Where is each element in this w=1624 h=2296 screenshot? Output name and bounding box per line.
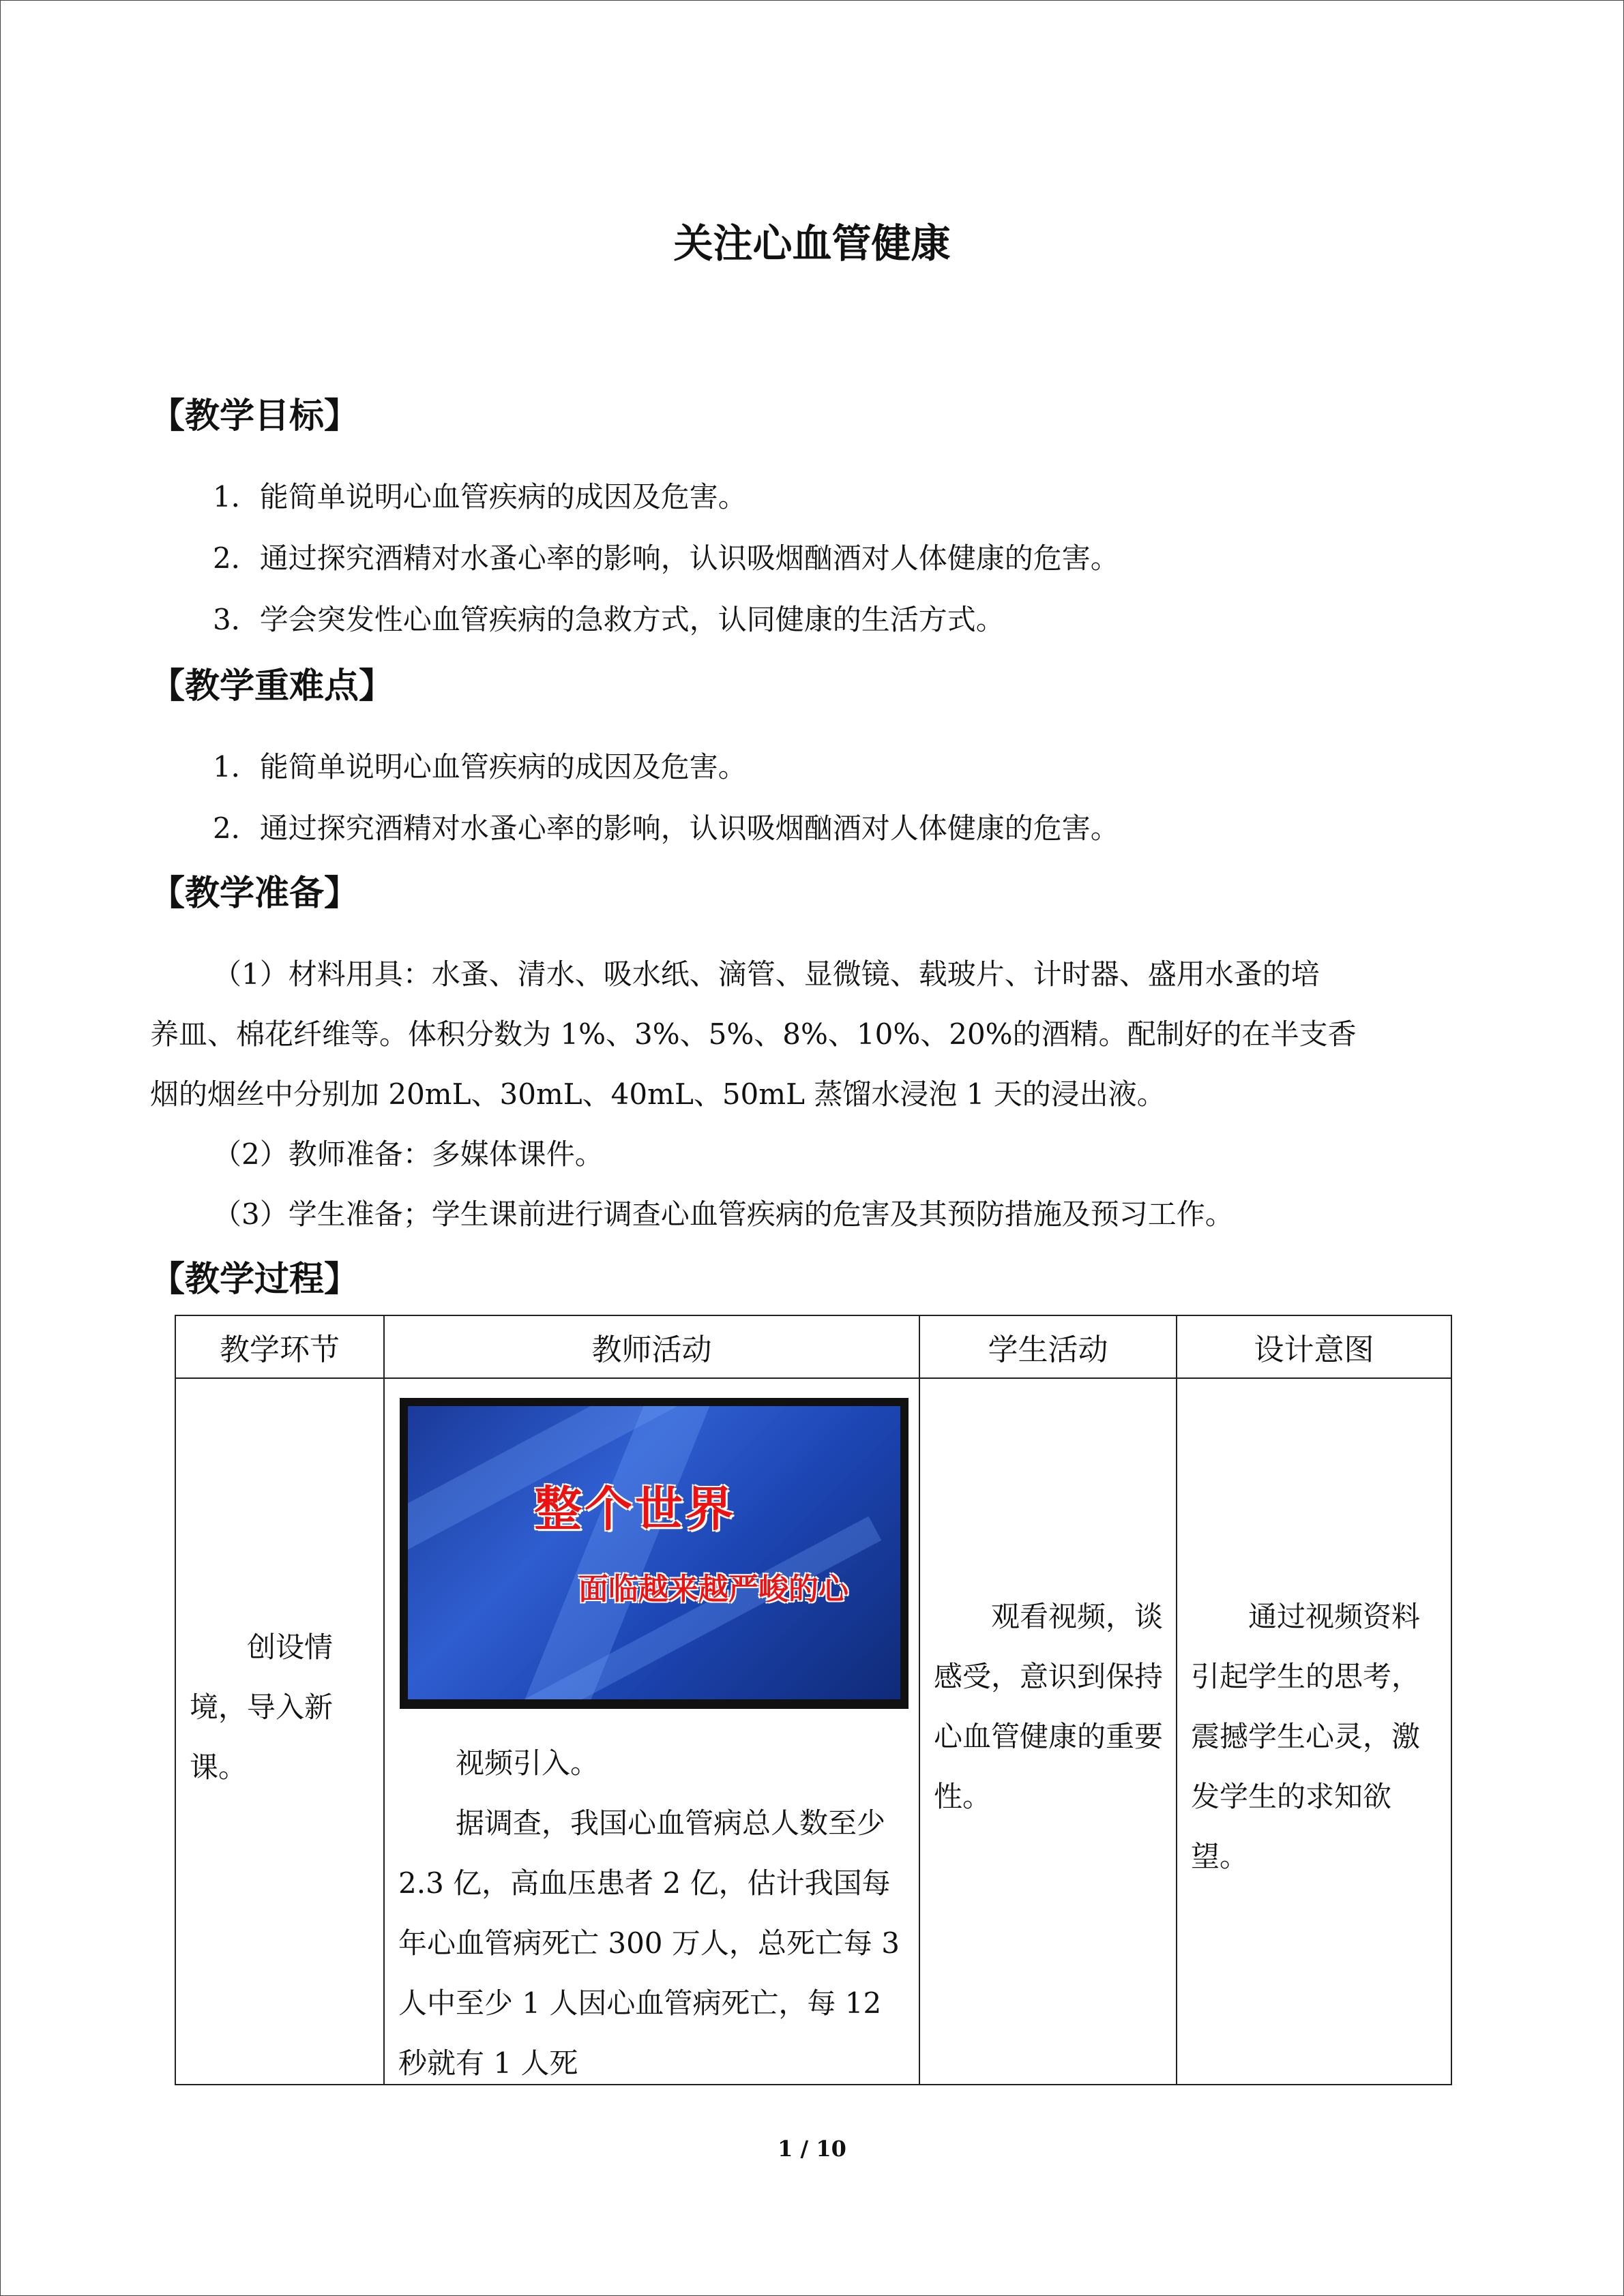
page-number: 1 / 10 (778, 2136, 846, 2162)
preparation-line-4: （2）教师准备：多媒体课件。 (213, 1137, 604, 1171)
intent-cell (1177, 1378, 1451, 2085)
column-header-stage: 教学环节 (175, 1315, 384, 1378)
teaching-process-table (175, 1315, 1452, 2085)
teacher-line-2: 据调查，我国心血管病总人数至少 2.3 亿，高血压患者 2 亿，估计我国每年心血管病死亡 300 万人，总死亡每 3 人中至少 1 人因心血管病死亡，每 12 秒就有 1 人死 (398, 1806, 900, 2080)
video-title: 整个世界 (534, 1481, 736, 1537)
preparation-line-3: 烟的烟丝中分别加 20mL、30mL、40mL、50mL 蒸馏水浸泡 1 天的浸出液。 (150, 1077, 1166, 1111)
design-intent-text: 通过视频资料引起学生的思考，震撼学生心灵，激发学生的求知欲望。 (1191, 1600, 1421, 1873)
objective-item-1: 1．能简单说明心血管疾病的成因及危害。 (213, 480, 747, 513)
preparation-line-1: （1）材料用具：水蚤、清水、吸水纸、滴管、显微镜、载玻片、计时器、盛用水蚤的培 (213, 957, 1320, 991)
teacher-cell (384, 1378, 919, 2085)
document-title: 关注心血管健康 (673, 220, 951, 267)
preparation-heading: 【教学准备】 (150, 874, 359, 914)
key-point-item-1: 1．能简单说明心血管疾病的成因及危害。 (213, 750, 747, 784)
column-header-student: 学生活动 (919, 1315, 1177, 1378)
preparation-line-2: 养皿、棉花纤维等。体积分数为 1%、3%、5%、8%、10%、20%的酒精。配制好的在半支香 (150, 1017, 1357, 1051)
preparation-line-5: （3）学生准备；学生课前进行调查心血管疾病的危害及其预防措施及预习工作。 (213, 1197, 1234, 1231)
stage-cell (175, 1378, 384, 2085)
column-header-teacher: 教师活动 (384, 1315, 919, 1378)
table-header-row (175, 1315, 1451, 1378)
stage-text: 创设情境，导入新课。 (190, 1630, 334, 1784)
video-screen (408, 1406, 900, 1699)
process-heading: 【教学过程】 (150, 1259, 359, 1300)
teacher-activity-text (398, 1733, 912, 2093)
student-cell (919, 1378, 1177, 2085)
video-subtitle: 面临越来越严峻的心 (578, 1572, 848, 1607)
objectives-heading: 【教学目标】 (150, 396, 359, 436)
column-header-intent: 设计意图 (1177, 1315, 1451, 1378)
key-points-heading: 【教学重难点】 (150, 666, 394, 706)
key-point-item-2: 2．通过探究酒精对水蚤心率的影响，认识吸烟酗酒对人体健康的危害。 (213, 811, 1119, 845)
teacher-line-1: 视频引入。 (456, 1746, 600, 1780)
student-activity-text: 观看视频，谈感受，意识到保持心血管健康的重要性。 (934, 1600, 1164, 1813)
table-row (175, 1378, 1451, 2085)
objective-item-2: 2．通过探究酒精对水蚤心率的影响，认识吸烟酗酒对人体健康的危害。 (213, 541, 1119, 575)
objective-item-3: 3．学会突发性心血管疾病的急救方式，认同健康的生活方式。 (213, 603, 1005, 636)
video-thumbnail[interactable] (400, 1398, 909, 1709)
